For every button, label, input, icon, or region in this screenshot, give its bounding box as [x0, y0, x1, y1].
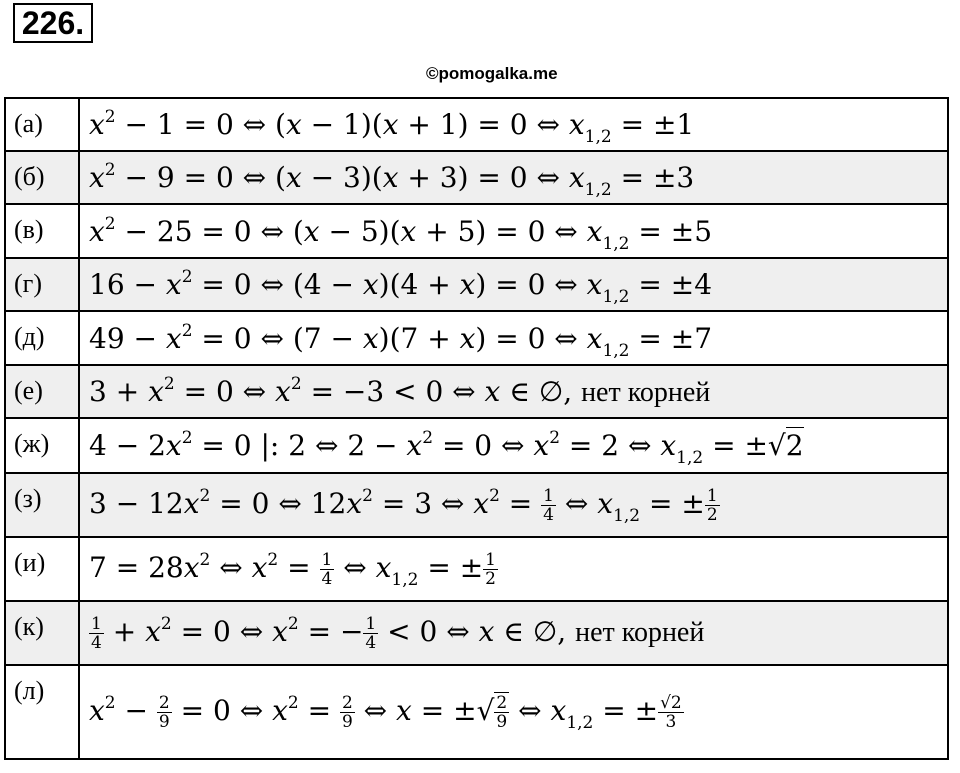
table-row [5, 537, 948, 601]
row-label: (в) [5, 204, 79, 258]
table-row [5, 473, 948, 537]
row-label: (е) [5, 365, 79, 418]
table-row [5, 151, 948, 204]
problem-number: 226. [13, 3, 93, 43]
equation: $x^2 - 9 = 0$ ⇔ (x − 3)(x + 3) = 0 ⇔ $x_{1,2} = \pm 3$ [79, 151, 948, 204]
equation: $4 - 2x^2 = 0$ |: 2 ⇔ $2 - x^2 = 0$ ⇔ $x^2 = 2$ ⇔ $x_{1,2} = \pm√2$ [79, 418, 948, 473]
equation: $3 - 12x^2 = 0$ ⇔ $12x^2 = 3$ ⇔ $x^2$ = $\frac{1}{4}$ ⇔ $x_{1,2}$ = ± $\frac{1}{2}$ [79, 473, 948, 537]
table-row [5, 418, 948, 473]
row-label: (д) [5, 311, 79, 365]
no-roots-text: нет корней [581, 376, 711, 408]
table-row [5, 601, 948, 665]
equation: $49 - x^2 = 0$ ⇔ (7 − x)(7 + x) = 0 ⇔ $x_{1,2} = \pm 7$ [79, 311, 948, 365]
row-label: (и) [5, 537, 79, 601]
equation: $7 = 28x^2$ ⇔ $x^2$ = $\frac{1}{4}$ ⇔ $x_{1,2}$ = ± $\frac{1}{2}$ [79, 537, 948, 601]
table-row [5, 204, 948, 258]
row-label: (к) [5, 601, 79, 665]
equation: $x^2 - 1 = 0$ ⇔ (x − 1)(x + 1) = 0 ⇔ $x_{1,2} = \pm 1$ [79, 98, 948, 151]
row-label: (г) [5, 258, 79, 311]
table-row [5, 98, 948, 151]
equation: $x^2 - 25 = 0$ ⇔ (x − 5)(x + 5) = 0 ⇔ $x_{1,2} = \pm 5$ [79, 204, 948, 258]
row-label: (а) [5, 98, 79, 151]
watermark: ©pomogalka.me [426, 64, 558, 83]
table-row [5, 365, 948, 418]
row-label: (л) [5, 665, 79, 759]
equation: $x^2$ − $\frac{2}{9}$ = 0 ⇔ $x^2$ = $\frac{2}{9}$ ⇔ x = ±√ $\frac{2}{9}$ ⇔ $x_{1,2}$ = ± $\frac{√2}{3}$ [79, 665, 948, 759]
equation: $16 - x^2 = 0$ ⇔ (4 − x)(4 + x) = 0 ⇔ $x_{1,2} = \pm 4$ [79, 258, 948, 311]
table-row [5, 311, 948, 365]
row-label: (з) [5, 473, 79, 537]
no-roots-text: нет корней [575, 616, 705, 648]
equation: $\frac{1}{4}$ + $x^2 = 0$ ⇔ $x^2$ = − $\frac{1}{4}$ < 0 ⇔ x ∈ ∅, нет корней [79, 601, 948, 665]
solutions-table [4, 97, 949, 760]
row-label: (ж) [5, 418, 79, 473]
row-label: (б) [5, 151, 79, 204]
equation: $3 + x^2 = 0$ ⇔ $x^2 = -3 < 0$ ⇔ x ∈ ∅, нет корней [79, 365, 948, 418]
table-row [5, 258, 948, 311]
table-row [5, 665, 948, 759]
